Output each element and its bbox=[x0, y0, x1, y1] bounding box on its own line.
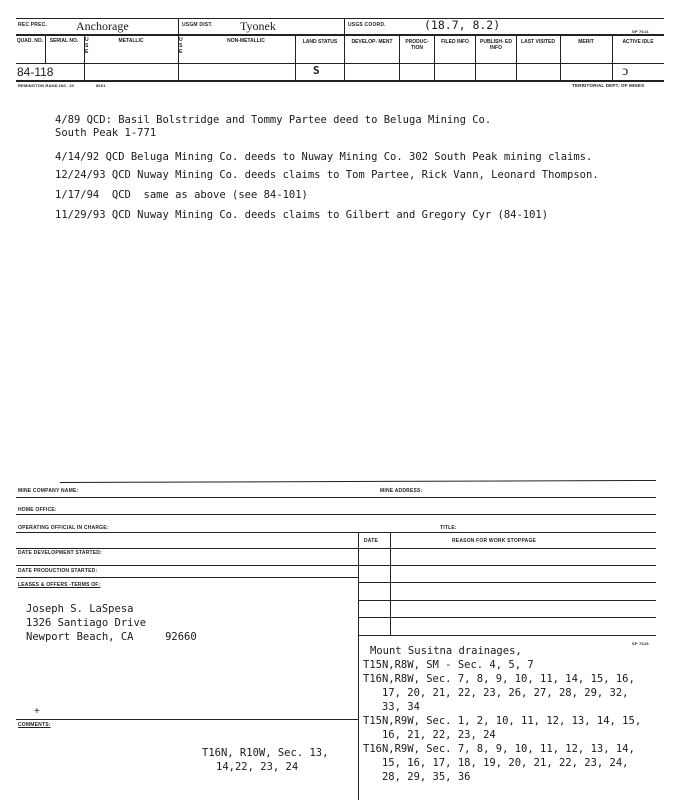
drainage-line: T15N,R8W, SM - Sec. 4, 5, 7 bbox=[363, 659, 534, 671]
col-active-idle: ACTIVE IDLE bbox=[622, 39, 654, 45]
comments-label: COMMENTS: bbox=[18, 722, 51, 728]
col-u-s-e-2: U S E bbox=[179, 37, 183, 55]
date-dev-started-label: DATE DEVELOPMENT STARTED: bbox=[18, 550, 102, 556]
rec-prec-label: REC PREC. bbox=[18, 22, 48, 28]
mine-address-label: MINE ADDRESS: bbox=[380, 488, 423, 494]
col-non-metallic: NON-METALLIC bbox=[227, 38, 265, 44]
date-col-label: DATE bbox=[364, 538, 379, 544]
lessor-street: 1326 Santiago Drive bbox=[26, 617, 147, 629]
drainage-line: 16, 21, 22, 23, 24 bbox=[363, 729, 496, 741]
land-status-value: S bbox=[313, 64, 320, 77]
usgs-coord-value: (18.7, 8.2) bbox=[424, 18, 501, 32]
usgs-coord-label: USGS COORD. bbox=[348, 22, 386, 28]
col-filed-info: FILED INFO bbox=[441, 39, 469, 45]
quad-value: 84-118 bbox=[17, 65, 54, 79]
drainage-line: T15N,R9W, Sec. 1, 2, 10, 11, 12, 13, 14, 15, bbox=[363, 715, 642, 727]
date-prod-started-label: DATE PRODUCTION STARTED: bbox=[18, 568, 98, 574]
drainage-line: 17, 20, 21, 22, 23, 26, 27, 28, 29, 32, bbox=[363, 687, 629, 699]
drainage-title: Mount Susitna drainages, bbox=[370, 645, 522, 657]
col-production: PRODUC- TION bbox=[405, 39, 429, 51]
t16n-line-1: T16N, R10W, Sec. 13, bbox=[202, 747, 329, 759]
col-published-info: PUBLISH- ED INFO bbox=[480, 39, 512, 51]
col-u-s-e: U S E bbox=[85, 37, 89, 55]
dept-line: TERRITORIAL DEPT. OF MINES bbox=[572, 83, 645, 88]
leases-offers-label: LEASES & OFFERS -TERMS OF: bbox=[18, 582, 101, 588]
entry-1b: South Peak 1-771 bbox=[55, 127, 157, 139]
t16n-line-2: 14,22, 23, 24 bbox=[216, 761, 299, 773]
form-code-top: SP 7614 bbox=[632, 29, 649, 34]
mine-company-name-label: MINE COMPANY NAME: bbox=[18, 488, 79, 494]
col-land-status: LAND STATUS bbox=[302, 39, 338, 45]
drainage-list bbox=[363, 658, 641, 784]
col-merit: MERIT bbox=[578, 39, 594, 45]
reason-col-label: REASON FOR WORK STOPPAGE bbox=[452, 538, 537, 544]
header-base-rule bbox=[16, 80, 664, 82]
header-mid-rule bbox=[16, 34, 664, 36]
drainage-line: 15, 16, 17, 18, 19, 20, 21, 22, 23, 24, bbox=[363, 757, 629, 769]
printer-line: REMINGTON RAND INC. 20 bbox=[18, 83, 75, 88]
printer-code: 8601 bbox=[96, 83, 106, 88]
plus-mark: + bbox=[34, 706, 40, 717]
active-mark: ↄ bbox=[622, 63, 629, 79]
col-metallic: METALLIC bbox=[118, 38, 144, 44]
operating-official-label: OPERATING OFFICIAL IN CHARGE: bbox=[18, 525, 109, 531]
usgm-dist-label: USGM DIST. bbox=[182, 22, 213, 28]
entry-5: 11/29/93 QCD Nuway Mining Co. deeds claims to Gilbert and Gregory Cyr (84-101) bbox=[55, 209, 549, 221]
entry-4: 1/17/94 QCD same as above (see 84-101) bbox=[55, 189, 308, 201]
form-code-bottom: SP 7615 bbox=[632, 641, 649, 646]
col-last-visited: LAST VISITED bbox=[521, 39, 555, 45]
lessor-city: Newport Beach, CA 92660 bbox=[26, 631, 197, 643]
col-development: DEVELOP- MENT bbox=[351, 39, 393, 45]
entry-2: 4/14/92 QCD Beluga Mining Co. deeds to Nuway Mining Co. 302 South Peak mining claims. bbox=[55, 151, 593, 163]
rec-prec-value: Anchorage bbox=[76, 19, 129, 33]
drainage-line: 28, 29, 35, 36 bbox=[363, 771, 471, 783]
col-quad-no: QUAD. NO. bbox=[16, 38, 44, 44]
usgm-dist-value: Tyonek bbox=[240, 19, 276, 33]
drainage-line: 33, 34 bbox=[363, 701, 420, 713]
drainage-line: T16N,R8W, Sec. 7, 8, 9, 10, 11, 14, 15, 16, bbox=[363, 673, 635, 685]
col-serial-no: SERIAL NO. bbox=[49, 38, 79, 44]
entry-3: 12/24/93 QCD Nuway Mining Co. deeds claims to Tom Partee, Rick Vann, Leonard Thompson. bbox=[55, 169, 599, 181]
header-bottom-rule bbox=[16, 63, 664, 64]
home-office-label: HOME OFFICE: bbox=[18, 507, 57, 513]
lessor-name: Joseph S. LaSpesa bbox=[26, 603, 134, 615]
title-label: TITLE: bbox=[440, 525, 457, 531]
drainage-line: T16N,R9W, Sec. 7, 8, 9, 10, 11, 12, 13, 14, bbox=[363, 743, 635, 755]
entry-1: 4/89 QCD: Basil Bolstridge and Tommy Partee deed to Beluga Mining Co. bbox=[55, 114, 492, 126]
